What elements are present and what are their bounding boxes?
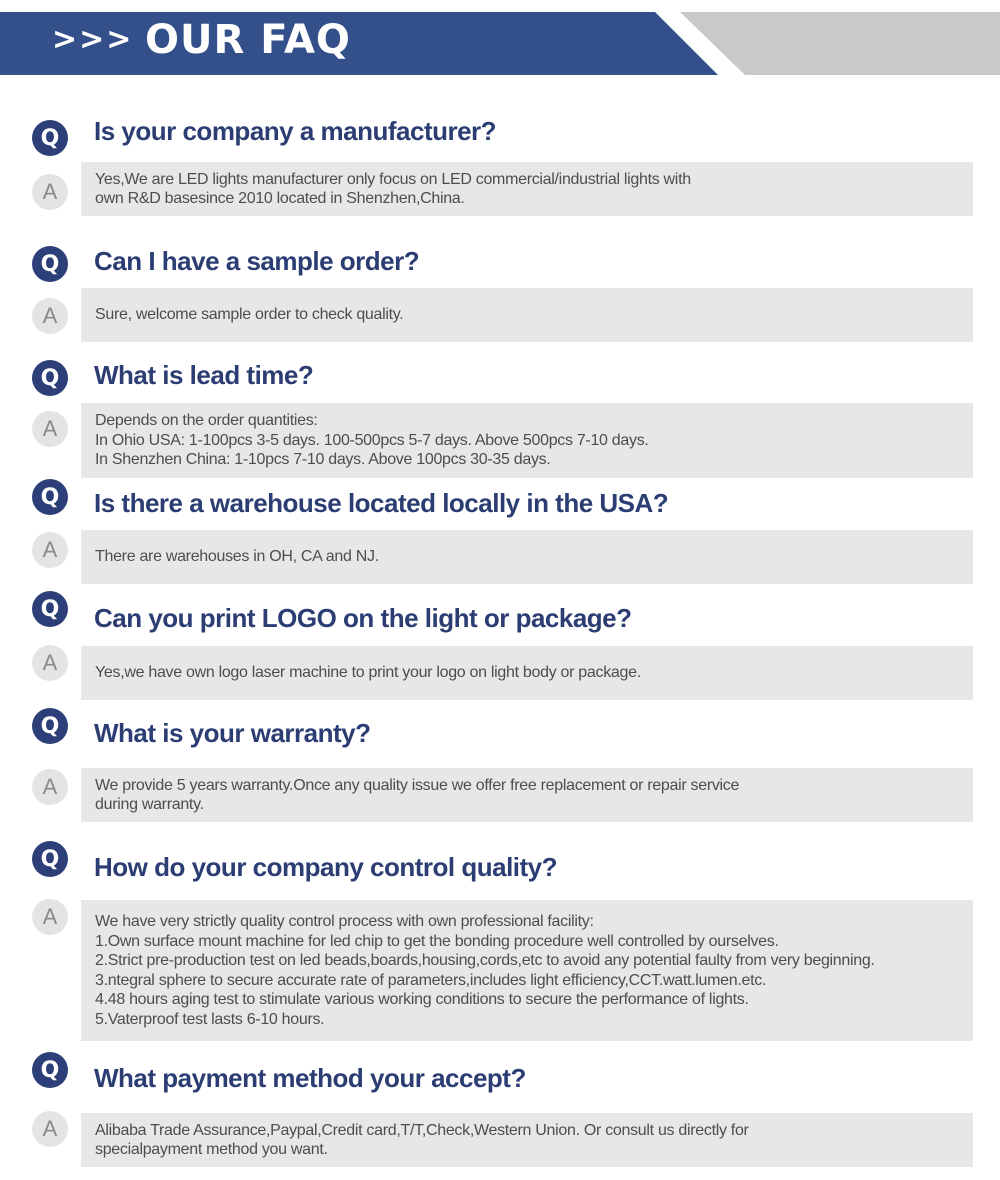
answer-line: own R&D basesince 2010 located in Shenzhen,China. <box>95 190 465 207</box>
answer-line: 3.ntegral sphere to secure accurate rate of parameters,includes light efficiency,CCT.watt.lumen.etc. <box>95 971 767 989</box>
question-badge-icon: Q <box>32 120 68 156</box>
answer-badge-icon: A <box>32 899 68 935</box>
answer-line: 1.Own surface mount machine for led chip to get the bonding procedure well controlled by ourselves. <box>95 932 779 950</box>
question-text: What is your warranty? <box>94 718 371 748</box>
answer-box <box>81 900 973 1041</box>
question-text: Can I have a sample order? <box>94 246 420 276</box>
answer-box <box>81 530 973 584</box>
question-text: What is lead time? <box>94 360 314 390</box>
answer-box <box>81 646 973 700</box>
question-text: Is your company a manufacturer? <box>94 116 497 146</box>
answer-line: specialpayment method you want. <box>95 1141 328 1158</box>
answer-line: during warranty. <box>95 796 204 813</box>
answer-box <box>81 288 973 342</box>
answer-badge-icon: A <box>32 769 68 805</box>
answer-badge-icon: A <box>32 298 68 334</box>
answer-box <box>81 1113 973 1167</box>
answer-line: We have very strictly quality control process with own professional facility: <box>95 913 594 930</box>
answer-box <box>81 403 973 478</box>
answer-badge-icon: A <box>32 645 68 681</box>
question-text: How do your company control quality? <box>94 852 558 882</box>
answer-line: Yes,We are LED lights manufacturer only focus on LED commercial/industrial lights with <box>95 170 691 188</box>
answer-badge-icon: A <box>32 174 68 210</box>
answer-line: In Shenzhen China: 1-10pcs 7-10 days. Above 100pcs 30-35 days. <box>95 451 551 469</box>
answer-box <box>81 162 973 216</box>
answer-badge-icon: A <box>32 1111 68 1147</box>
page-title: OUR FAQ <box>145 17 351 63</box>
answer-line: Depends on the order quantities: <box>95 412 318 430</box>
question-badge-icon: Q <box>32 360 68 396</box>
answer-badge-icon: A <box>32 411 68 447</box>
answer-line: In Ohio USA: 1-100pcs 3-5 days. 100-500pcs 5-7 days. Above 500pcs 7-10 days. <box>95 431 649 449</box>
question-badge-icon: Q <box>32 479 68 515</box>
question-badge-icon: Q <box>32 841 68 877</box>
answer-badge-icon: A <box>32 532 68 568</box>
question-text: What payment method your accept? <box>94 1063 526 1093</box>
answer-box <box>81 768 973 822</box>
answer-line: Yes,we have own logo laser machine to print your logo on light body or package. <box>95 664 641 682</box>
question-badge-icon: Q <box>32 708 68 744</box>
question-text: Can you print LOGO on the light or package? <box>94 603 632 633</box>
question-badge-icon: Q <box>32 246 68 282</box>
answer-line: Alibaba Trade Assurance,Paypal,Credit card,T/T,Check,Western Union. Or consult us directly for <box>95 1121 749 1139</box>
answer-line: 5.Vaterproof test lasts 6-10 hours. <box>95 1010 325 1028</box>
answer-line: We provide 5 years warranty.Once any quality issue we offer free replacement or repair service <box>95 776 740 794</box>
answer-line: 2.Strict pre-production test on led beads,boards,housing,cords,etc to avoid any potential faulty from very beginning. <box>95 952 875 969</box>
question-text: Is there a warehouse located locally in the USA? <box>94 488 669 518</box>
answer-line: There are warehouses in OH, CA and NJ. <box>95 548 379 566</box>
chevrons-icon: >>> <box>52 22 134 57</box>
answer-line: 4.48 hours aging test to stimulate various working conditions to secure the performance of lights. <box>95 991 749 1008</box>
question-badge-icon: Q <box>32 1052 68 1088</box>
answer-line: Sure, welcome sample order to check quality. <box>95 306 404 324</box>
question-badge-icon: Q <box>32 591 68 627</box>
faq-banner <box>0 0 1000 80</box>
